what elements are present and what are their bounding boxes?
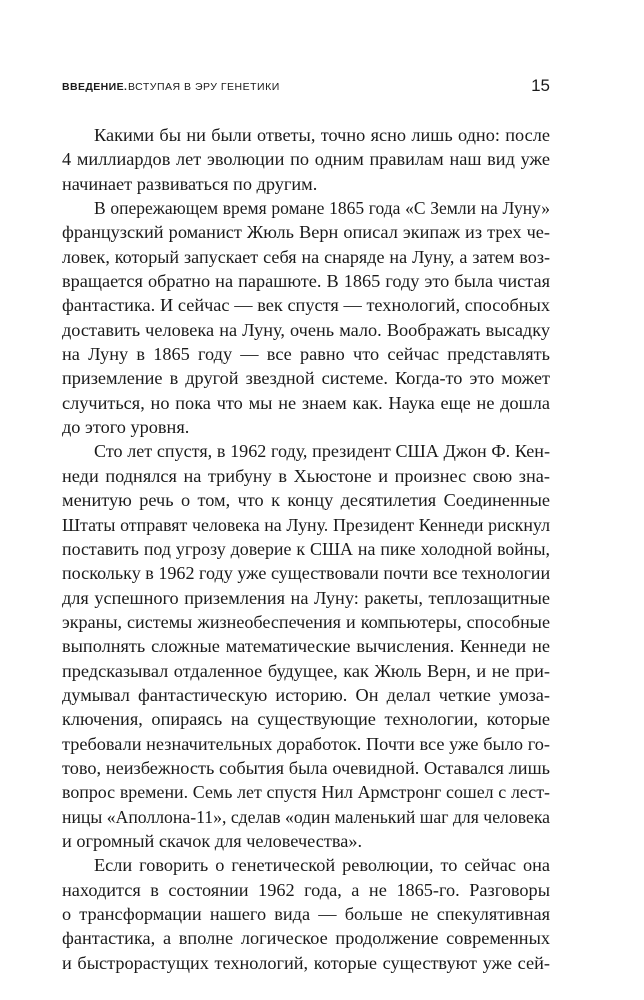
text-line: требовали незначительных доработок. Почти все уже было го-: [62, 733, 550, 754]
text-line: менитую речь о том, что к концу десятилетия Соединенные: [62, 490, 550, 511]
text-line: случиться, но пока что мы не знаем как. Наука еще не дошла: [62, 392, 550, 413]
text-line: ловек, который запускает себя на снаряде на Луну, а затем воз-: [62, 246, 550, 267]
text-line: на Луну в 1865 году — все равно что сейчас представлять: [62, 344, 550, 365]
text-line: Если говорить о генетической революции, то сейчас она: [94, 855, 550, 876]
text-line: и быстрорастущих технологий, которые существуют уже сей-: [62, 952, 550, 973]
text-line: поскольку в 1962 году уже существовали почти все технологии: [62, 563, 551, 584]
text-line: и огромный скачок для человечества».: [62, 830, 363, 851]
running-head: [62, 76, 550, 100]
text-line: 4 миллиардов лет эволюции по одним правилам наш вид уже: [62, 149, 550, 170]
text-line: о трансформации нашего вида — больше не спекулятивная: [62, 904, 550, 924]
text-line: фантастика. И сейчас — век спустя — технологий, способных: [62, 295, 550, 316]
text-line: французский романист Жюль Верн описал экипаж из трех че-: [62, 222, 550, 243]
text-line: Сто лет спустя, в 1962 году, президент США Джон Ф. Кен-: [94, 441, 550, 462]
text-line: начинает развиваться по другим.: [62, 173, 318, 194]
paragraph: [62, 439, 550, 853]
text-line: до этого уровня.: [62, 417, 190, 438]
section-label: ВВЕДЕНИЕ.: [62, 81, 128, 93]
text-line: В опережающем время романе 1865 года «С Земли на Луну»: [94, 198, 550, 219]
text-line: выполнять сложные математические вычисления. Кеннеди не: [62, 636, 550, 657]
paragraph: [62, 196, 550, 439]
text-line: для успешного приземления на Луну: ракеты, теплозащитные: [62, 587, 550, 608]
text-line: находится в состоянии 1962 года, а не 1865-го. Разговоры: [62, 879, 550, 900]
paragraph: [62, 853, 550, 975]
paragraph: [62, 123, 550, 196]
text-line: приземление в другой звездной системе. Когда-то это может: [62, 368, 550, 389]
text-line: предсказывал отдаленное будущее, как Жюль Верн, и не при-: [62, 660, 550, 681]
text-line: ницы «Аполлона-11», сделав «один маленький шаг для человека: [62, 806, 550, 827]
text-line: доставить человека на Луну, очень мало. Воображать высадку: [62, 319, 550, 340]
text-line: ключения, опираясь на существующие технологии, которые: [62, 709, 550, 730]
text-line: тово, неизбежность события была очевидной. Оставался лишь: [62, 757, 550, 778]
text-line: Какими бы ни были ответы, точно ясно лишь одно: после: [94, 125, 550, 145]
text-line: вопрос времени. Семь лет спустя Нил Армстронг сошел с лест-: [62, 782, 550, 803]
text-line: фантастика, а вполне логическое продолжение современных: [62, 928, 550, 949]
text-line: поставить под угрозу доверие к США на пике холодной войны,: [62, 538, 550, 559]
chapter-title: ВСТУПАЯ В ЭРУ ГЕНЕТИКИ: [128, 81, 280, 93]
text-line: неди поднялся на трибуну в Хьюстоне и произнес свою зна-: [62, 465, 550, 486]
text-line: думывал фантастическую историю. Он делал четкие умоза-: [62, 684, 550, 705]
page-number: 15: [531, 76, 550, 95]
text-line: вращается обратно на парашюте. В 1865 году это была чистая: [62, 271, 550, 292]
text-line: экраны, системы жизнеобеспечения и компьютеры, способные: [62, 611, 550, 632]
body-text: [62, 123, 550, 975]
text-line: Штаты отправят человека на Луну. Президент Кеннеди рискнул: [62, 514, 550, 535]
